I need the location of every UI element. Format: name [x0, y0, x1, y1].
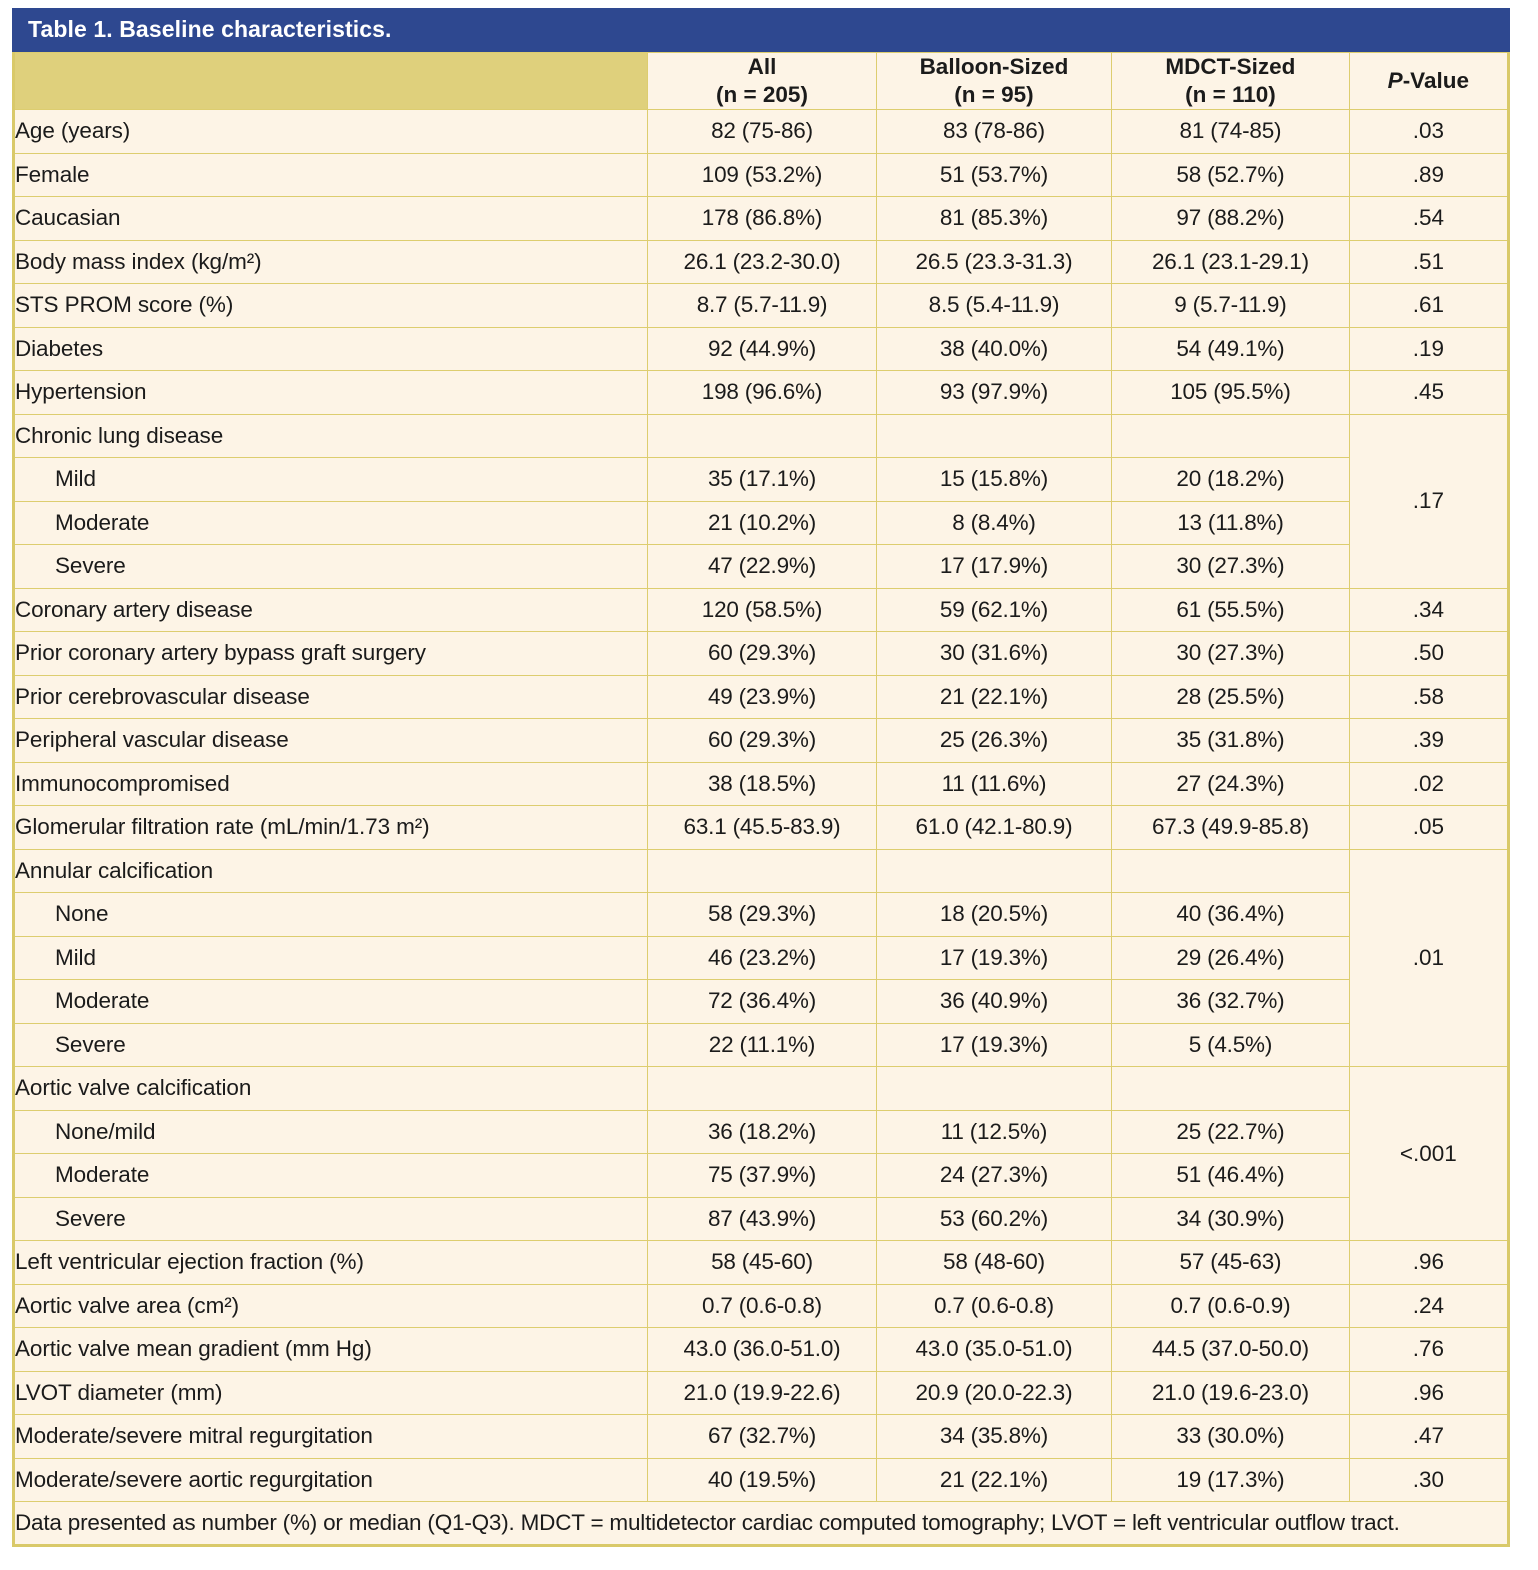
cell-balloon-sized: 34 (35.8%): [876, 1415, 1111, 1459]
table-row: [14, 1197, 1509, 1241]
row-label: Moderate/severe aortic regurgitation: [14, 1458, 648, 1502]
cell-mdct-sized: 19 (17.3%): [1112, 1458, 1349, 1502]
column-header-mdct-label: MDCT-Sized: [1165, 54, 1296, 79]
cell-balloon-sized: 58 (48-60): [876, 1241, 1111, 1285]
cell-mdct-sized: 25 (22.7%): [1112, 1110, 1349, 1154]
cell-p-value: .47: [1349, 1415, 1508, 1459]
cell-mdct-sized: 28 (25.5%): [1112, 675, 1349, 719]
table-row: [14, 1023, 1509, 1067]
cell-all: 46 (23.2%): [648, 936, 876, 980]
row-label: Annular calcification: [14, 849, 648, 893]
column-header-balloon-n: (n = 95): [954, 82, 1034, 107]
table-row: [14, 501, 1509, 545]
cell-all: 92 (44.9%): [648, 327, 876, 371]
cell-balloon-sized: 43.0 (35.0-51.0): [876, 1328, 1111, 1372]
cell-mdct-sized: 35 (31.8%): [1112, 719, 1349, 763]
cell-balloon-sized: 83 (78-86): [876, 110, 1111, 154]
cell-p-value: .51: [1349, 240, 1508, 284]
cell-all: 82 (75-86): [648, 110, 876, 154]
table-row: [14, 588, 1509, 632]
cell-mdct-sized: 57 (45-63): [1112, 1241, 1349, 1285]
cell-p-value: .96: [1349, 1241, 1508, 1285]
cell-all: 60 (29.3%): [648, 719, 876, 763]
row-label: Immunocompromised: [14, 762, 648, 806]
cell-mdct-sized: 30 (27.3%): [1112, 545, 1349, 589]
row-label: LVOT diameter (mm): [14, 1371, 648, 1415]
cell-balloon-sized: 17 (19.3%): [876, 936, 1111, 980]
cell-all: 0.7 (0.6-0.8): [648, 1284, 876, 1328]
table-row: [14, 1154, 1509, 1198]
footnote-row: [14, 1502, 1509, 1546]
cell-all: 40 (19.5%): [648, 1458, 876, 1502]
cell-mdct-sized: [1112, 849, 1349, 893]
cell-all: 109 (53.2%): [648, 153, 876, 197]
cell-balloon-sized: 17 (19.3%): [876, 1023, 1111, 1067]
column-header-all-label: All: [747, 54, 777, 79]
table-row: [14, 327, 1509, 371]
cell-balloon-sized: 93 (97.9%): [876, 371, 1111, 415]
cell-mdct-sized: 27 (24.3%): [1112, 762, 1349, 806]
cell-balloon-sized: 26.5 (23.3-31.3): [876, 240, 1111, 284]
table-row: [14, 719, 1509, 763]
cell-all: 36 (18.2%): [648, 1110, 876, 1154]
cell-mdct-sized: 97 (88.2%): [1112, 197, 1349, 241]
row-label: Diabetes: [14, 327, 648, 371]
header-row: [14, 53, 1509, 110]
cell-mdct-sized: 54 (49.1%): [1112, 327, 1349, 371]
cell-balloon-sized: 81 (85.3%): [876, 197, 1111, 241]
cell-mdct-sized: 44.5 (37.0-50.0): [1112, 1328, 1349, 1372]
cell-all: 75 (37.9%): [648, 1154, 876, 1198]
row-label: Mild: [14, 936, 648, 980]
row-label: Left ventricular ejection fraction (%): [14, 1241, 648, 1285]
row-label: Severe: [14, 545, 648, 589]
table-row: [14, 1241, 1509, 1285]
cell-balloon-sized: 59 (62.1%): [876, 588, 1111, 632]
row-label: Prior coronary artery bypass graft surgery: [14, 632, 648, 676]
cell-p-value: .50: [1349, 632, 1508, 676]
baseline-characteristics-table: [12, 52, 1510, 1547]
row-label: Aortic valve calcification: [14, 1067, 648, 1111]
cell-balloon-sized: 53 (60.2%): [876, 1197, 1111, 1241]
cell-all: 47 (22.9%): [648, 545, 876, 589]
table-row: [14, 545, 1509, 589]
cell-mdct-sized: 29 (26.4%): [1112, 936, 1349, 980]
column-header-all: [648, 53, 876, 110]
row-label: Glomerular filtration rate (mL/min/1.73 m²): [14, 806, 648, 850]
row-label: Caucasian: [14, 197, 648, 241]
table-row: [14, 806, 1509, 850]
cell-mdct-sized: [1112, 414, 1349, 458]
row-label: Severe: [14, 1197, 648, 1241]
cell-all: 26.1 (23.2-30.0): [648, 240, 876, 284]
cell-mdct-sized: 81 (74-85): [1112, 110, 1349, 154]
cell-mdct-sized: 67.3 (49.9-85.8): [1112, 806, 1349, 850]
cell-balloon-sized: 36 (40.9%): [876, 980, 1111, 1024]
cell-balloon-sized: 21 (22.1%): [876, 1458, 1111, 1502]
row-label: Age (years): [14, 110, 648, 154]
cell-all: 35 (17.1%): [648, 458, 876, 502]
cell-mdct-sized: 61 (55.5%): [1112, 588, 1349, 632]
cell-all: 21.0 (19.9-22.6): [648, 1371, 876, 1415]
cell-p-value: .96: [1349, 1371, 1508, 1415]
column-header-p-value-label: P-Value: [1387, 68, 1469, 93]
cell-all: 58 (45-60): [648, 1241, 876, 1285]
cell-p-value: <.001: [1349, 1067, 1508, 1241]
cell-balloon-sized: 61.0 (42.1-80.9): [876, 806, 1111, 850]
table-row: [14, 762, 1509, 806]
table-row: [14, 1284, 1509, 1328]
table-footnote: Data presented as number (%) or median (Q1-Q3). MDCT = multidetector cardiac computed tomography; LVOT = left ventricular outflow tract.: [14, 1502, 1509, 1546]
cell-all: [648, 849, 876, 893]
row-label: None/mild: [14, 1110, 648, 1154]
cell-mdct-sized: 26.1 (23.1-29.1): [1112, 240, 1349, 284]
table-row: [14, 1110, 1509, 1154]
cell-p-value: .34: [1349, 588, 1508, 632]
row-label: Moderate: [14, 1154, 648, 1198]
cell-mdct-sized: 34 (30.9%): [1112, 1197, 1349, 1241]
cell-p-value: .39: [1349, 719, 1508, 763]
cell-balloon-sized: 11 (12.5%): [876, 1110, 1111, 1154]
table-row: [14, 675, 1509, 719]
cell-all: 87 (43.9%): [648, 1197, 876, 1241]
cell-balloon-sized: 30 (31.6%): [876, 632, 1111, 676]
table-row: [14, 1328, 1509, 1372]
cell-p-value: .30: [1349, 1458, 1508, 1502]
table-row: [14, 371, 1509, 415]
table-row: [14, 197, 1509, 241]
cell-all: 120 (58.5%): [648, 588, 876, 632]
column-header-p-value: [1349, 53, 1508, 110]
table-row: [14, 414, 1509, 458]
cell-balloon-sized: 8 (8.4%): [876, 501, 1111, 545]
cell-all: 63.1 (45.5-83.9): [648, 806, 876, 850]
row-label: Peripheral vascular disease: [14, 719, 648, 763]
table-row: [14, 1415, 1509, 1459]
table-row: [14, 284, 1509, 328]
row-label: Severe: [14, 1023, 648, 1067]
table-row: [14, 849, 1509, 893]
row-label: Body mass index (kg/m²): [14, 240, 648, 284]
row-label: Aortic valve area (cm²): [14, 1284, 648, 1328]
cell-p-value: .76: [1349, 1328, 1508, 1372]
cell-p-value: .89: [1349, 153, 1508, 197]
row-label: Moderate: [14, 501, 648, 545]
cell-balloon-sized: 21 (22.1%): [876, 675, 1111, 719]
cell-balloon-sized: 18 (20.5%): [876, 893, 1111, 937]
column-header-characteristic: [14, 53, 648, 110]
cell-all: 198 (96.6%): [648, 371, 876, 415]
cell-p-value: .01: [1349, 849, 1508, 1067]
column-header-mdct-n: (n = 110): [1185, 82, 1276, 107]
table-body: [14, 110, 1509, 1502]
column-header-balloon-sized: [876, 53, 1111, 110]
table-caption: Table 1. Baseline characteristics.: [12, 8, 1510, 52]
row-label: Coronary artery disease: [14, 588, 648, 632]
table-row: [14, 936, 1509, 980]
cell-mdct-sized: 0.7 (0.6-0.9): [1112, 1284, 1349, 1328]
cell-p-value: .58: [1349, 675, 1508, 719]
cell-p-value: .02: [1349, 762, 1508, 806]
cell-all: 22 (11.1%): [648, 1023, 876, 1067]
cell-mdct-sized: 9 (5.7-11.9): [1112, 284, 1349, 328]
cell-balloon-sized: 25 (26.3%): [876, 719, 1111, 763]
row-label: Female: [14, 153, 648, 197]
cell-balloon-sized: 0.7 (0.6-0.8): [876, 1284, 1111, 1328]
cell-all: 178 (86.8%): [648, 197, 876, 241]
cell-p-value: .17: [1349, 414, 1508, 588]
table-container: [12, 0, 1510, 1547]
table-row: [14, 1371, 1509, 1415]
cell-mdct-sized: 40 (36.4%): [1112, 893, 1349, 937]
cell-mdct-sized: 36 (32.7%): [1112, 980, 1349, 1024]
table-footer: [14, 1502, 1509, 1546]
cell-balloon-sized: 24 (27.3%): [876, 1154, 1111, 1198]
column-header-all-n: (n = 205): [716, 82, 808, 107]
cell-balloon-sized: [876, 414, 1111, 458]
cell-balloon-sized: [876, 849, 1111, 893]
cell-all: 49 (23.9%): [648, 675, 876, 719]
table-row: [14, 458, 1509, 502]
row-label: STS PROM score (%): [14, 284, 648, 328]
cell-all: 58 (29.3%): [648, 893, 876, 937]
row-label: Mild: [14, 458, 648, 502]
cell-p-value: .54: [1349, 197, 1508, 241]
cell-all: 38 (18.5%): [648, 762, 876, 806]
table-row: [14, 632, 1509, 676]
cell-mdct-sized: 33 (30.0%): [1112, 1415, 1349, 1459]
cell-mdct-sized: 51 (46.4%): [1112, 1154, 1349, 1198]
cell-all: 67 (32.7%): [648, 1415, 876, 1459]
cell-all: 72 (36.4%): [648, 980, 876, 1024]
cell-p-value: .05: [1349, 806, 1508, 850]
column-header-mdct-sized: [1112, 53, 1349, 110]
cell-mdct-sized: 5 (4.5%): [1112, 1023, 1349, 1067]
cell-mdct-sized: 13 (11.8%): [1112, 501, 1349, 545]
table-header: [14, 53, 1509, 110]
row-label: Chronic lung disease: [14, 414, 648, 458]
cell-balloon-sized: [876, 1067, 1111, 1111]
row-label: Moderate/severe mitral regurgitation: [14, 1415, 648, 1459]
cell-balloon-sized: 11 (11.6%): [876, 762, 1111, 806]
cell-mdct-sized: 30 (27.3%): [1112, 632, 1349, 676]
cell-balloon-sized: 51 (53.7%): [876, 153, 1111, 197]
cell-mdct-sized: 21.0 (19.6-23.0): [1112, 1371, 1349, 1415]
row-label: Prior cerebrovascular disease: [14, 675, 648, 719]
cell-mdct-sized: 20 (18.2%): [1112, 458, 1349, 502]
cell-p-value: .24: [1349, 1284, 1508, 1328]
cell-p-value: .61: [1349, 284, 1508, 328]
cell-all: [648, 1067, 876, 1111]
column-header-balloon-label: Balloon-Sized: [919, 54, 1069, 79]
cell-mdct-sized: [1112, 1067, 1349, 1111]
table-row: [14, 110, 1509, 154]
cell-balloon-sized: 15 (15.8%): [876, 458, 1111, 502]
table-row: [14, 1458, 1509, 1502]
cell-p-value: .19: [1349, 327, 1508, 371]
cell-all: 8.7 (5.7-11.9): [648, 284, 876, 328]
row-label: Hypertension: [14, 371, 648, 415]
row-label: Aortic valve mean gradient (mm Hg): [14, 1328, 648, 1372]
cell-balloon-sized: 20.9 (20.0-22.3): [876, 1371, 1111, 1415]
row-label: Moderate: [14, 980, 648, 1024]
cell-mdct-sized: 105 (95.5%): [1112, 371, 1349, 415]
cell-mdct-sized: 58 (52.7%): [1112, 153, 1349, 197]
cell-p-value: .45: [1349, 371, 1508, 415]
table-row: [14, 980, 1509, 1024]
table-row: [14, 1067, 1509, 1111]
cell-p-value: .03: [1349, 110, 1508, 154]
table-row: [14, 153, 1509, 197]
table-row: [14, 240, 1509, 284]
cell-balloon-sized: 8.5 (5.4-11.9): [876, 284, 1111, 328]
cell-all: 43.0 (36.0-51.0): [648, 1328, 876, 1372]
cell-all: [648, 414, 876, 458]
cell-balloon-sized: 38 (40.0%): [876, 327, 1111, 371]
cell-balloon-sized: 17 (17.9%): [876, 545, 1111, 589]
row-label: None: [14, 893, 648, 937]
cell-all: 21 (10.2%): [648, 501, 876, 545]
table-row: [14, 893, 1509, 937]
cell-all: 60 (29.3%): [648, 632, 876, 676]
